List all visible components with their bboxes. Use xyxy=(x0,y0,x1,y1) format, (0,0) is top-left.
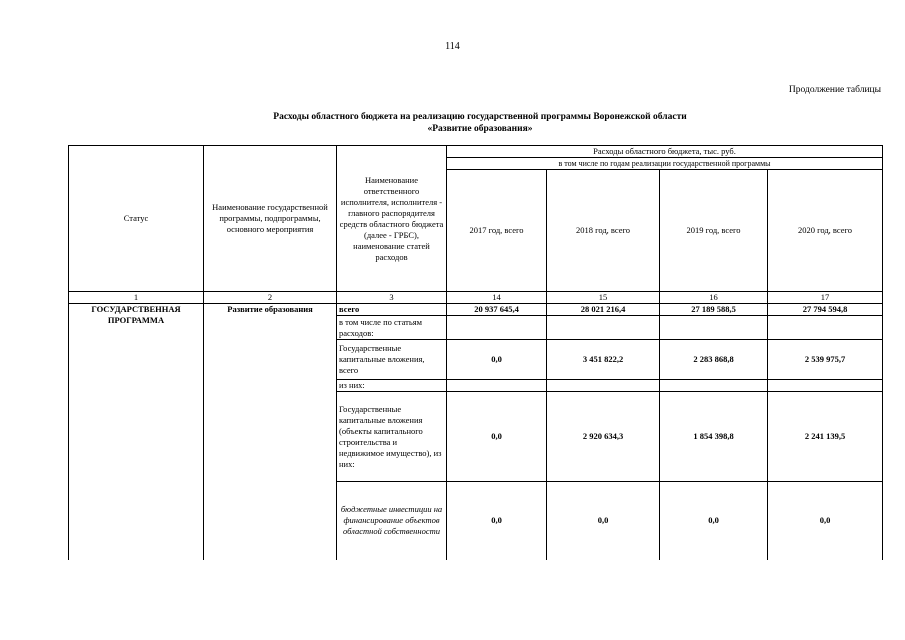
header-year-2018: 2018 год, всего xyxy=(547,170,660,292)
title-line-2: «Развитие образования» xyxy=(427,124,533,134)
column-number: 16 xyxy=(660,292,768,304)
header-year-2019: 2019 год, всего xyxy=(660,170,768,292)
row-label: Государственные капитальные вложения, всего xyxy=(337,340,447,380)
column-number: 1 xyxy=(69,292,204,304)
value-cell xyxy=(447,380,547,392)
column-number-row xyxy=(69,292,883,304)
column-number: 2 xyxy=(204,292,337,304)
value-cell: 0,0 xyxy=(660,482,768,560)
header-year-2017: 2017 год, всего xyxy=(447,170,547,292)
value-cell: 27 794 594,8 xyxy=(768,304,883,316)
value-cell xyxy=(768,380,883,392)
column-number: 17 xyxy=(768,292,883,304)
value-cell xyxy=(547,316,660,340)
continuation-note: Продолжение таблицы xyxy=(788,85,881,95)
value-cell xyxy=(547,380,660,392)
header-status: Статус xyxy=(69,146,204,292)
value-cell: 2 241 139,5 xyxy=(768,392,883,482)
value-cell: 28 021 216,4 xyxy=(547,304,660,316)
table-row xyxy=(69,304,883,316)
value-cell xyxy=(447,316,547,340)
value-cell: 2 539 975,7 xyxy=(768,340,883,380)
row-label: из них: xyxy=(337,380,447,392)
value-cell: 2 283 868,8 xyxy=(660,340,768,380)
row-label: бюджетные инвестиции на финансирование объектов областной собственности xyxy=(337,482,447,560)
value-cell: 0,0 xyxy=(447,340,547,380)
row-label: всего xyxy=(337,304,447,316)
table-title xyxy=(0,111,905,135)
value-cell: 20 937 645,4 xyxy=(447,304,547,316)
value-cell: 27 189 588,5 xyxy=(660,304,768,316)
page-number: 114 xyxy=(445,41,460,52)
value-cell: 0,0 xyxy=(547,482,660,560)
header-year-2020: 2020 год, всего xyxy=(768,170,883,292)
column-number: 3 xyxy=(337,292,447,304)
header-years-group: в том числе по годам реализации государственной программы xyxy=(447,158,883,170)
value-cell: 0,0 xyxy=(768,482,883,560)
title-line-1: Расходы областного бюджета на реализацию государственной программы Воронежской области xyxy=(273,112,687,122)
column-number: 15 xyxy=(547,292,660,304)
column-number: 14 xyxy=(447,292,547,304)
header-budget-group: Расходы областного бюджета, тыс. руб. xyxy=(447,146,883,158)
value-cell: 0,0 xyxy=(447,392,547,482)
value-cell: 0,0 xyxy=(447,482,547,560)
header-executor: Наименование ответственного исполнителя, исполнителя - главного распорядителя средств областного бюджета (далее - ГРБС), наименование статей расходов xyxy=(337,146,447,292)
program-cell: Развитие образования xyxy=(204,304,337,560)
row-label: в том числе по статьям расходов: xyxy=(337,316,447,340)
value-cell xyxy=(660,380,768,392)
value-cell xyxy=(768,316,883,340)
value-cell: 3 451 822,2 xyxy=(547,340,660,380)
budget-table xyxy=(68,145,883,560)
status-cell: ГОСУДАРСТВЕННАЯ ПРОГРАММА xyxy=(69,304,204,560)
value-cell: 1 854 398,8 xyxy=(660,392,768,482)
value-cell xyxy=(660,316,768,340)
header-program-name: Наименование государственной программы, подпрограммы, основного мероприятия xyxy=(204,146,337,292)
row-label: Государственные капитальные вложения (объекты капитального строительства и недвижимое имущество), из них: xyxy=(337,392,447,482)
value-cell: 2 920 634,3 xyxy=(547,392,660,482)
